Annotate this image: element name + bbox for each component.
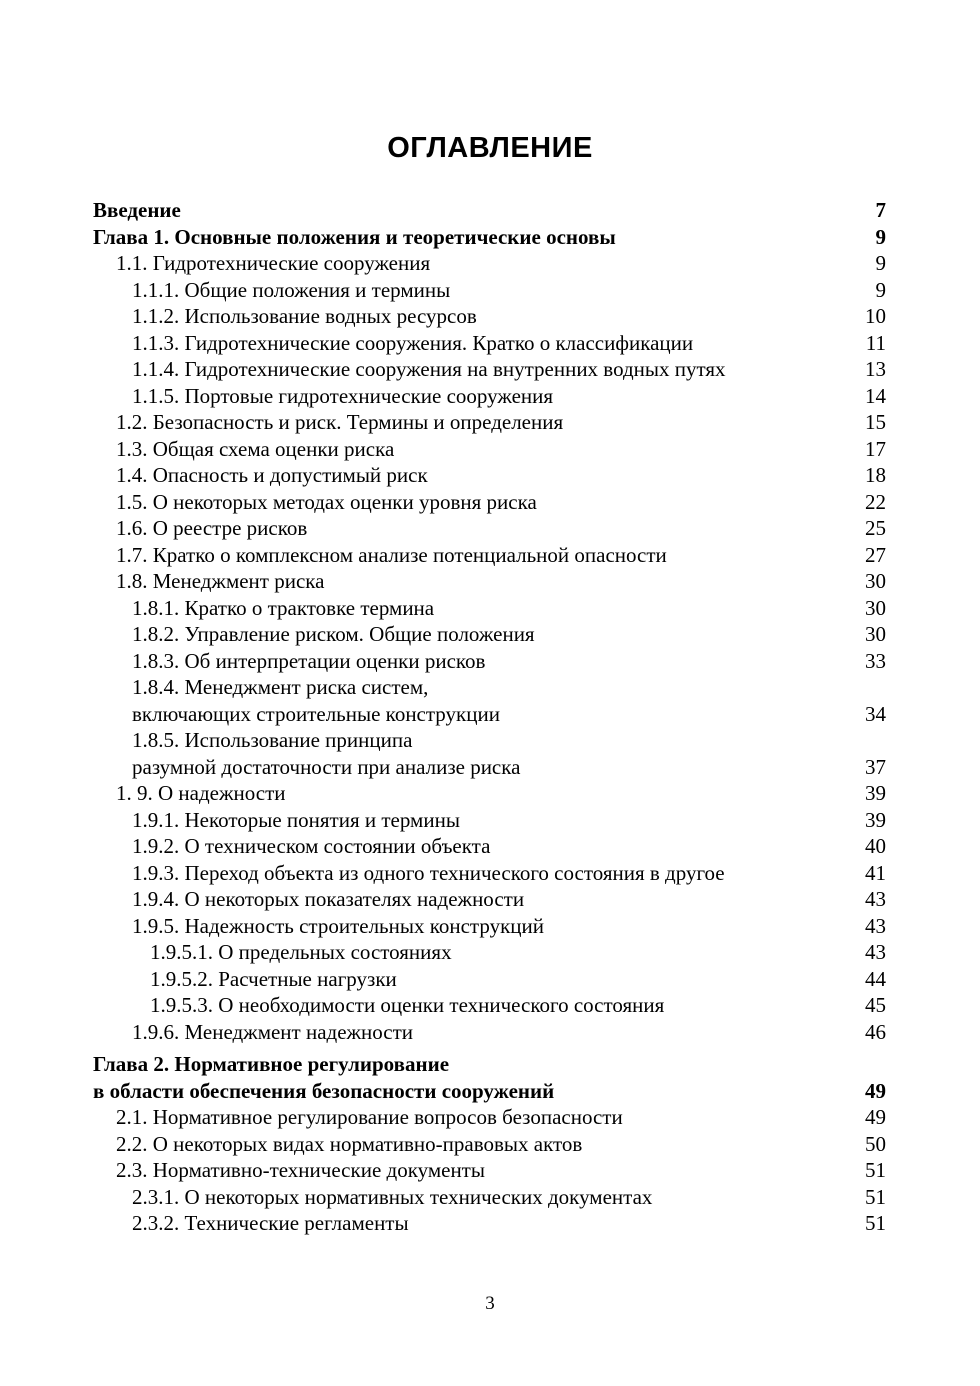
toc-entry-page: 43 (865, 887, 886, 911)
toc-entry-page: 13 (865, 357, 886, 381)
toc-entry-page: 30 (865, 569, 886, 593)
toc-entry-page: 9 (875, 277, 886, 302)
toc-entry-page: 7 (875, 198, 886, 222)
toc-entry-title: 1.9.1. Некоторые понятия и термины (132, 807, 460, 832)
toc-entry[interactable] (93, 303, 886, 330)
toc-entry[interactable] (93, 356, 886, 383)
toc-entry[interactable] (93, 1210, 886, 1237)
toc-entry-title: 1.9.5.3. О необходимости оценки технического состояния (150, 993, 665, 1017)
toc-entry-title: 1.9.2. О техническом состоянии объекта (132, 834, 491, 858)
toc-entry-title: 1.8.5. Использование принципа (132, 728, 413, 752)
toc-entry-page: 46 (865, 1019, 886, 1044)
toc-entry[interactable] (93, 436, 886, 463)
page-number: 3 (485, 1293, 495, 1314)
toc-entry-title: 1.8.3. Об интерпретации оценки рисков (132, 648, 486, 673)
toc-entry[interactable] (93, 886, 886, 913)
toc-entry[interactable] (93, 701, 886, 728)
toc-entry-title: 1.8.4. Менеджмент риска систем, (132, 675, 429, 699)
toc-entry-title: 1.9.5.2. Расчетные нагрузки (150, 966, 397, 991)
toc-entry[interactable] (93, 860, 886, 887)
toc-entry-page: 22 (865, 489, 886, 514)
toc-entry-title: 1.5. О некоторых методах оценки уровня риска (116, 489, 537, 514)
toc-entry-page: 51 (865, 1211, 886, 1235)
toc-entry-title: 1.9.6. Менеджмент надежности (132, 1019, 414, 1044)
toc-entry-page: 44 (865, 966, 886, 991)
toc-entry-title: 2.3. Нормативно-технические документы (116, 1158, 485, 1182)
toc-entry-page: 11 (865, 330, 886, 355)
toc-entry-page: 43 (865, 940, 886, 964)
toc-entry-title: 1.9.4. О некоторых показателях надежности (132, 887, 525, 911)
toc-entry[interactable] (93, 1157, 886, 1184)
toc-entry-title: 1.1. Гидротехнические сооружения (116, 251, 431, 275)
toc-entry-title: включающих строительные конструкции (132, 701, 500, 726)
toc-entry-title: 1.8.1. Кратко о трактовке термина (132, 595, 435, 620)
toc-entry-title: 1.1.3. Гидротехнические сооружения. Кратко о классификации (132, 330, 694, 355)
toc-entry[interactable] (93, 515, 886, 542)
table-of-contents (93, 197, 886, 1237)
toc-entry-page: 18 (865, 463, 886, 487)
toc-entry-page: 49 (865, 1078, 886, 1103)
toc-entry-title: 2.3.1. О некоторых нормативных технических документах (132, 1184, 653, 1209)
toc-entry-page: 43 (865, 913, 886, 938)
toc-entry[interactable] (93, 224, 886, 251)
toc-entry-title: 2.2. О некоторых видах нормативно-правовых актов (116, 1131, 583, 1156)
toc-entry-title: в области обеспечения безопасности сооружений (93, 1078, 555, 1103)
toc-entry-page: 37 (865, 754, 886, 779)
toc-entry-page: 39 (865, 807, 886, 832)
toc-entry-line (93, 1051, 886, 1078)
toc-entry-line (93, 727, 886, 754)
toc-entry-title: Глава 2. Нормативное регулирование (93, 1052, 450, 1076)
toc-entry-title: разумной достаточности при анализе риска (132, 754, 521, 779)
toc-entry[interactable] (93, 966, 886, 993)
toc-entry[interactable] (93, 277, 886, 304)
toc-entry[interactable] (93, 780, 886, 807)
toc-entry-page: 34 (865, 701, 886, 726)
toc-entry-title: 1.9.5.1. О предельных состояниях (150, 940, 452, 964)
toc-entry-title: Введение (93, 198, 181, 222)
toc-entry-title: 1.9.3. Переход объекта из одного технического состояния в другое (132, 860, 725, 885)
toc-entry-title: 1.2. Безопасность и риск. Термины и определения (116, 410, 564, 434)
toc-entry[interactable] (93, 409, 886, 436)
toc-entry-page: 45 (865, 993, 886, 1017)
toc-entry[interactable] (93, 1078, 886, 1105)
toc-entry-title: 2.3.2. Технические регламенты (132, 1211, 409, 1235)
toc-entry[interactable] (93, 648, 886, 675)
toc-entry-title: 1.8. Менеджмент риска (116, 569, 325, 593)
toc-entry-title: 1.7. Кратко о комплексном анализе потенциальной опасности (116, 542, 667, 567)
toc-entry-title: 1.9.5. Надежность строительных конструкций (132, 913, 545, 938)
toc-entry[interactable] (93, 1019, 886, 1046)
toc-entry-page: 50 (865, 1131, 886, 1156)
toc-entry-title: Глава 1. Основные положения и теоретические основы (93, 224, 616, 249)
toc-entry[interactable] (93, 1104, 886, 1131)
toc-entry-line (93, 674, 886, 701)
toc-entry-title: 1.3. Общая схема оценки риска (116, 436, 395, 461)
toc-entry-page: 10 (865, 304, 886, 328)
toc-entry[interactable] (93, 595, 886, 622)
toc-entry-page: 9 (875, 224, 886, 249)
toc-entry[interactable] (93, 1184, 886, 1211)
toc-entry-page: 41 (865, 860, 886, 885)
toc-entry-title: 1.1.1. Общие положения и термины (132, 277, 451, 302)
toc-entry-page: 14 (865, 383, 886, 408)
toc-entry-page: 30 (865, 622, 886, 646)
toc-entry-page: 17 (865, 436, 886, 461)
toc-entry-title: 1. 9. О надежности (116, 781, 286, 805)
page-title: ОГЛАВЛЕНИЕ (387, 132, 593, 164)
toc-entry[interactable] (93, 939, 886, 966)
toc-entry-title: 1.8.2. Управление риском. Общие положения (132, 622, 535, 646)
toc-entry-title: 2.1. Нормативное регулирование вопросов безопасности (116, 1105, 623, 1129)
toc-entry[interactable] (93, 1131, 886, 1158)
toc-entry[interactable] (93, 542, 886, 569)
toc-entry-page: 40 (865, 834, 886, 858)
toc-entry[interactable] (93, 833, 886, 860)
toc-entry-page: 49 (865, 1105, 886, 1129)
toc-entry-title: 1.1.2. Использование водных ресурсов (132, 304, 477, 328)
toc-entry[interactable] (93, 250, 886, 277)
toc-entry-page: 25 (865, 516, 886, 540)
toc-entry-title: 1.1.4. Гидротехнические сооружения на внутренних водных путях (132, 357, 726, 381)
toc-entry[interactable] (93, 913, 886, 940)
toc-entry[interactable] (93, 568, 886, 595)
toc-entry[interactable] (93, 807, 886, 834)
toc-entry-page: 27 (865, 542, 886, 567)
toc-entry-title: 1.1.5. Портовые гидротехнические сооружения (132, 383, 554, 408)
toc-entry-title: 1.6. О реестре рисков (116, 516, 308, 540)
toc-entry[interactable] (93, 330, 886, 357)
toc-entry[interactable] (93, 489, 886, 516)
toc-entry[interactable] (93, 462, 886, 489)
toc-entry-title: 1.4. Опасность и допустимый риск (116, 463, 428, 487)
toc-entry-page: 15 (865, 410, 886, 434)
toc-entry[interactable] (93, 197, 886, 224)
toc-entry-page: 39 (865, 781, 886, 805)
toc-entry[interactable] (93, 383, 886, 410)
toc-entry[interactable] (93, 754, 886, 781)
toc-entry[interactable] (93, 992, 886, 1019)
toc-entry-page: 33 (865, 648, 886, 673)
toc-entry-page: 51 (865, 1184, 886, 1209)
toc-entry-page: 51 (865, 1158, 886, 1182)
toc-entry-page: 9 (875, 251, 886, 275)
toc-entry-page: 30 (865, 595, 886, 620)
toc-entry[interactable] (93, 621, 886, 648)
